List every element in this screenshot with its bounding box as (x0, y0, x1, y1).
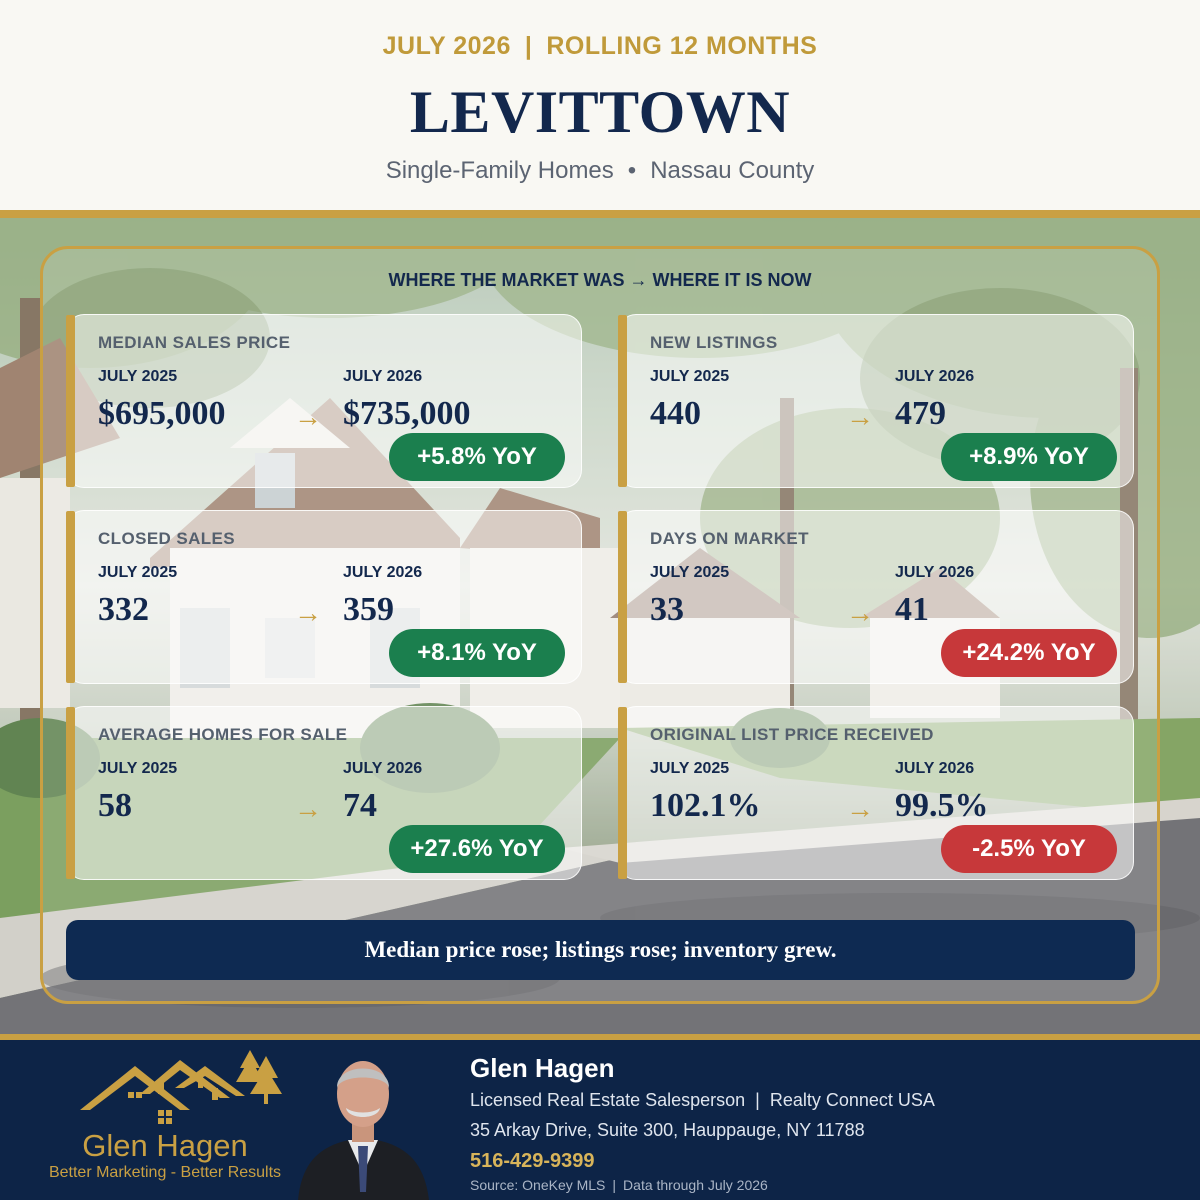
metric-label: DAYS ON MARKET (650, 529, 809, 548)
prev-period: JULY 2025 (98, 368, 178, 385)
logo-tagline: Better Marketing - Better Results (48, 1164, 282, 1181)
agent-title: Licensed Real Estate Salesperson (470, 1090, 746, 1110)
page-subtitle (0, 157, 1200, 185)
metric-card-median-sales-price (66, 314, 582, 488)
metric-card-average-homes-for-sale (66, 706, 582, 880)
curr-period: JULY 2026 (343, 760, 423, 777)
panel-heading: WHERE THE MARKET WAS → WHERE IT IS NOW (388, 270, 812, 290)
logo-wordmark: Glen Hagen (82, 1128, 248, 1163)
curr-value: $735,000 (343, 395, 471, 432)
metric-label: MEDIAN SALES PRICE (98, 333, 291, 352)
header-divider (0, 210, 1200, 218)
yoy-badge: +27.6% YoY (389, 825, 565, 873)
prev-period: JULY 2025 (650, 760, 730, 777)
agent-credentials (470, 1090, 935, 1111)
card-accent-bar (66, 511, 75, 683)
prev-period: JULY 2025 (98, 760, 178, 777)
range-label: ROLLING 12 MONTHS (546, 32, 818, 60)
header (0, 0, 1200, 210)
agent-address: 35 Arkay Drive, Suite 300, Hauppauge, NY 11788 (470, 1120, 865, 1140)
metric-label: CLOSED SALES (98, 529, 236, 548)
kicker-separator: | (524, 32, 533, 60)
metric-label: AVERAGE HOMES FOR SALE (98, 725, 348, 744)
card-accent-bar (66, 315, 75, 487)
summary-banner: Median price rose; listings rose; inventory grew. (66, 920, 1135, 980)
agent-phone[interactable]: 516-429-9399 (470, 1150, 595, 1172)
county-label: Nassau County (650, 157, 815, 184)
source-label: Source: OneKey MLS (470, 1177, 606, 1193)
arrow-right-icon: → (846, 401, 874, 432)
brand-logo (40, 1048, 290, 1188)
agent-company: Realty Connect USA (769, 1090, 935, 1110)
segment-label: Single-Family Homes (385, 157, 614, 184)
data-source (470, 1177, 768, 1193)
house-roof-logo-icon (40, 1048, 290, 1128)
prev-value: $695,000 (98, 395, 226, 432)
subtitle-bullet: • (627, 157, 637, 184)
credentials-separator: | (755, 1090, 760, 1110)
yoy-badge: +8.9% YoY (941, 433, 1117, 481)
agent-portrait (296, 1042, 431, 1200)
curr-value: 41 (895, 591, 929, 628)
prev-value: 33 (650, 591, 684, 628)
page-title: LEVITTOWN (409, 79, 791, 145)
prev-period: JULY 2025 (650, 564, 730, 581)
curr-period: JULY 2026 (343, 368, 423, 385)
yoy-badge: +5.8% YoY (389, 433, 565, 481)
report-period (0, 32, 1200, 61)
curr-period: JULY 2026 (895, 368, 975, 385)
card-accent-bar (618, 511, 627, 683)
arrow-right-icon: → (846, 793, 874, 824)
curr-period: JULY 2026 (343, 564, 423, 581)
card-accent-bar (618, 707, 627, 879)
arrow-right-icon: → (294, 793, 322, 824)
curr-value: 74 (343, 787, 377, 824)
card-accent-bar (66, 707, 75, 879)
source-separator: | (612, 1177, 617, 1193)
prev-value: 102.1% (650, 787, 761, 824)
curr-period: JULY 2026 (895, 564, 975, 581)
metric-card-original-list-price-received (618, 706, 1134, 880)
yoy-badge: +8.1% YoY (389, 629, 565, 677)
agent-name: Glen Hagen (470, 1053, 615, 1083)
prev-period: JULY 2025 (650, 368, 730, 385)
curr-value: 99.5% (895, 787, 989, 824)
curr-value: 479 (895, 395, 946, 432)
agent-photo-illustration (296, 1042, 431, 1200)
prev-value: 332 (98, 591, 149, 628)
card-accent-bar (618, 315, 627, 487)
prev-period: JULY 2025 (98, 564, 178, 581)
arrow-right-icon: → (294, 401, 322, 432)
arrow-right-icon: → (846, 597, 874, 628)
curr-period: JULY 2026 (895, 760, 975, 777)
yoy-badge: +24.2% YoY (941, 629, 1117, 677)
metric-card-days-on-market (618, 510, 1134, 684)
yoy-badge: -2.5% YoY (941, 825, 1117, 873)
curr-value: 359 (343, 591, 394, 628)
period-label: JULY 2026 (382, 32, 511, 60)
metric-card-new-listings (618, 314, 1134, 488)
metric-card-closed-sales (66, 510, 582, 684)
prev-value: 440 (650, 395, 701, 432)
metric-label: ORIGINAL LIST PRICE RECEIVED (650, 725, 934, 744)
arrow-right-icon: → (294, 597, 322, 628)
metric-label: NEW LISTINGS (650, 333, 778, 352)
prev-value: 58 (98, 787, 132, 824)
data-note: Data through July 2026 (623, 1177, 768, 1193)
